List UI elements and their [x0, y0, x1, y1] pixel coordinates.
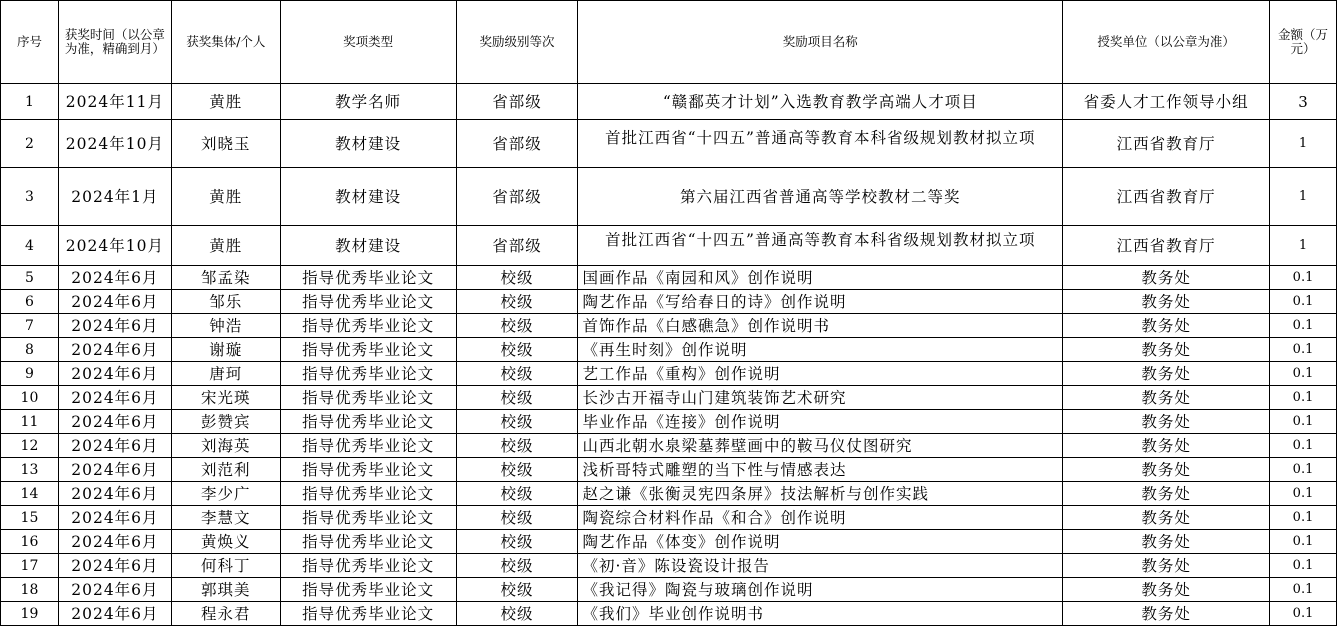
cell-seq: 11	[1, 410, 59, 434]
cell-level: 校级	[456, 434, 578, 458]
cell-winner: 李慧文	[171, 506, 280, 530]
cell-level: 校级	[456, 314, 578, 338]
cell-time: 2024年6月	[58, 314, 171, 338]
cell-time: 2024年6月	[58, 386, 171, 410]
table-row	[1, 338, 1337, 362]
cell-winner: 程永君	[171, 602, 280, 626]
cell-seq: 7	[1, 314, 59, 338]
cell-winner: 宋光瑛	[171, 386, 280, 410]
cell-type: 指导优秀毕业论文	[280, 290, 456, 314]
cell-unit: 教务处	[1063, 458, 1270, 482]
project-text: 首批江西省“十四五”普通高等教育本科省级规划教材拟立项	[605, 230, 1036, 249]
cell-amount: 1	[1270, 120, 1337, 168]
cell-seq: 6	[1, 290, 59, 314]
cell-winner: 钟浩	[171, 314, 280, 338]
cell-winner: 彭赞宾	[171, 410, 280, 434]
cell-winner: 刘海英	[171, 434, 280, 458]
cell-time: 2024年6月	[58, 602, 171, 626]
cell-time: 2024年10月	[58, 120, 171, 168]
cell-amount: 0.1	[1270, 578, 1337, 602]
cell-type: 教材建设	[280, 168, 456, 226]
cell-unit: 教务处	[1063, 530, 1270, 554]
cell-seq: 5	[1, 266, 59, 290]
cell-time: 2024年10月	[58, 226, 171, 266]
cell-amount: 0.1	[1270, 362, 1337, 386]
table-row	[1, 84, 1337, 120]
header-project: 奖励项目名称	[578, 1, 1063, 84]
cell-level: 校级	[456, 266, 578, 290]
cell-level: 省部级	[456, 120, 578, 168]
cell-unit: 教务处	[1063, 410, 1270, 434]
table-row	[1, 410, 1337, 434]
cell-project: 陶艺作品《体变》创作说明	[578, 530, 1063, 554]
cell-amount: 0.1	[1270, 314, 1337, 338]
cell-project: 《初·音》陈设瓷设计报告	[578, 554, 1063, 578]
cell-level: 校级	[456, 554, 578, 578]
cell-amount: 0.1	[1270, 434, 1337, 458]
cell-seq: 19	[1, 602, 59, 626]
table-row	[1, 386, 1337, 410]
cell-type: 指导优秀毕业论文	[280, 482, 456, 506]
table-row	[1, 362, 1337, 386]
cell-level: 校级	[456, 338, 578, 362]
cell-level: 校级	[456, 458, 578, 482]
cell-type: 指导优秀毕业论文	[280, 458, 456, 482]
cell-unit: 教务处	[1063, 602, 1270, 626]
cell-type: 指导优秀毕业论文	[280, 386, 456, 410]
cell-level: 省部级	[456, 84, 578, 120]
cell-level: 校级	[456, 410, 578, 434]
cell-level: 校级	[456, 506, 578, 530]
cell-seq: 4	[1, 226, 59, 266]
cell-amount: 0.1	[1270, 530, 1337, 554]
cell-project: 《我记得》陶瓷与玻璃创作说明	[578, 578, 1063, 602]
cell-type: 指导优秀毕业论文	[280, 578, 456, 602]
header-time: 获奖时间（以公章为准，精确到月）	[58, 1, 171, 84]
table-row	[1, 168, 1337, 226]
cell-type: 指导优秀毕业论文	[280, 602, 456, 626]
cell-amount: 3	[1270, 84, 1337, 120]
cell-amount: 0.1	[1270, 458, 1337, 482]
cell-type: 指导优秀毕业论文	[280, 338, 456, 362]
table-row	[1, 266, 1337, 290]
cell-seq: 12	[1, 434, 59, 458]
cell-level: 校级	[456, 602, 578, 626]
cell-type: 教材建设	[280, 120, 456, 168]
cell-project: 陶艺作品《写给春日的诗》创作说明	[578, 290, 1063, 314]
cell-unit: 教务处	[1063, 482, 1270, 506]
cell-unit: 省委人才工作领导小组	[1063, 84, 1270, 120]
cell-unit: 教务处	[1063, 290, 1270, 314]
cell-type: 教材建设	[280, 226, 456, 266]
cell-seq: 17	[1, 554, 59, 578]
cell-type: 指导优秀毕业论文	[280, 410, 456, 434]
cell-seq: 18	[1, 578, 59, 602]
table-row	[1, 530, 1337, 554]
cell-winner: 刘晓玉	[171, 120, 280, 168]
cell-amount: 0.1	[1270, 410, 1337, 434]
table-row	[1, 602, 1337, 626]
cell-winner: 刘范利	[171, 458, 280, 482]
cell-unit: 教务处	[1063, 314, 1270, 338]
cell-unit: 教务处	[1063, 386, 1270, 410]
table-row	[1, 290, 1337, 314]
header-row	[1, 1, 1337, 84]
cell-unit: 教务处	[1063, 554, 1270, 578]
cell-project: 第六届江西省普通高等学校教材二等奖	[578, 168, 1063, 226]
cell-amount: 0.1	[1270, 290, 1337, 314]
cell-project: 《再生时刻》创作说明	[578, 338, 1063, 362]
table-row	[1, 506, 1337, 530]
cell-project	[578, 226, 1063, 266]
cell-level: 校级	[456, 578, 578, 602]
cell-type: 指导优秀毕业论文	[280, 506, 456, 530]
cell-unit: 教务处	[1063, 266, 1270, 290]
cell-winner: 黄焕义	[171, 530, 280, 554]
cell-type: 指导优秀毕业论文	[280, 530, 456, 554]
cell-amount: 0.1	[1270, 338, 1337, 362]
header-amount: 金额（万元）	[1270, 1, 1337, 84]
cell-time: 2024年6月	[58, 554, 171, 578]
cell-time: 2024年6月	[58, 410, 171, 434]
cell-seq: 16	[1, 530, 59, 554]
table-row	[1, 458, 1337, 482]
header-type: 奖项类型	[280, 1, 456, 84]
table-row	[1, 226, 1337, 266]
cell-winner: 邹乐	[171, 290, 280, 314]
cell-unit: 教务处	[1063, 578, 1270, 602]
cell-unit: 教务处	[1063, 362, 1270, 386]
table-row	[1, 120, 1337, 168]
table-row	[1, 554, 1337, 578]
cell-time: 2024年1月	[58, 168, 171, 226]
cell-level: 校级	[456, 482, 578, 506]
project-text: 首批江西省“十四五”普通高等教育本科省级规划教材拟立项	[605, 128, 1036, 147]
cell-time: 2024年6月	[58, 578, 171, 602]
cell-project: 陶瓷综合材料作品《和合》创作说明	[578, 506, 1063, 530]
cell-level: 校级	[456, 290, 578, 314]
cell-seq: 8	[1, 338, 59, 362]
cell-unit: 江西省教育厅	[1063, 226, 1270, 266]
cell-type: 指导优秀毕业论文	[280, 554, 456, 578]
cell-seq: 10	[1, 386, 59, 410]
cell-project: 艺工作品《重构》创作说明	[578, 362, 1063, 386]
cell-time: 2024年6月	[58, 338, 171, 362]
cell-unit: 教务处	[1063, 338, 1270, 362]
table-body	[1, 84, 1337, 626]
cell-winner: 黄胜	[171, 168, 280, 226]
cell-amount: 1	[1270, 226, 1337, 266]
cell-seq: 2	[1, 120, 59, 168]
cell-project: “赣鄱英才计划”入选教育教学高端人才项目	[578, 84, 1063, 120]
cell-winner: 李少广	[171, 482, 280, 506]
cell-time: 2024年6月	[58, 290, 171, 314]
cell-amount: 1	[1270, 168, 1337, 226]
header-unit: 授奖单位（以公章为准）	[1063, 1, 1270, 84]
cell-winner: 黄胜	[171, 84, 280, 120]
cell-level: 省部级	[456, 168, 578, 226]
cell-project: 山西北朝水泉梁墓葬壁画中的鞍马仪仗图研究	[578, 434, 1063, 458]
cell-project: 浅析哥特式雕塑的当下性与情感表达	[578, 458, 1063, 482]
cell-winner: 谢璇	[171, 338, 280, 362]
cell-type: 指导优秀毕业论文	[280, 362, 456, 386]
cell-project	[578, 120, 1063, 168]
header-winner: 获奖集体/个人	[171, 1, 280, 84]
cell-winner: 邹孟染	[171, 266, 280, 290]
cell-winner: 郭琪美	[171, 578, 280, 602]
cell-amount: 0.1	[1270, 602, 1337, 626]
cell-unit: 江西省教育厅	[1063, 168, 1270, 226]
table-row	[1, 578, 1337, 602]
cell-time: 2024年6月	[58, 266, 171, 290]
cell-amount: 0.1	[1270, 506, 1337, 530]
cell-level: 校级	[456, 386, 578, 410]
cell-project: 国画作品《南园和风》创作说明	[578, 266, 1063, 290]
cell-project: 首饰作品《白感礁急》创作说明书	[578, 314, 1063, 338]
cell-amount: 0.1	[1270, 266, 1337, 290]
cell-unit: 教务处	[1063, 434, 1270, 458]
cell-seq: 3	[1, 168, 59, 226]
header-seq: 序号	[1, 1, 59, 84]
header-level: 奖励级别等次	[456, 1, 578, 84]
cell-unit: 教务处	[1063, 506, 1270, 530]
cell-project: 《我们》毕业创作说明书	[578, 602, 1063, 626]
cell-time: 2024年6月	[58, 506, 171, 530]
table-row	[1, 434, 1337, 458]
cell-project: 长沙古开福寺山门建筑装饰艺术研究	[578, 386, 1063, 410]
cell-seq: 14	[1, 482, 59, 506]
cell-level: 校级	[456, 362, 578, 386]
cell-time: 2024年6月	[58, 458, 171, 482]
cell-type: 指导优秀毕业论文	[280, 266, 456, 290]
cell-unit: 江西省教育厅	[1063, 120, 1270, 168]
cell-seq: 15	[1, 506, 59, 530]
cell-seq: 9	[1, 362, 59, 386]
cell-time: 2024年11月	[58, 84, 171, 120]
table-row	[1, 482, 1337, 506]
cell-type: 教学名师	[280, 84, 456, 120]
cell-level: 省部级	[456, 226, 578, 266]
cell-amount: 0.1	[1270, 554, 1337, 578]
cell-type: 指导优秀毕业论文	[280, 314, 456, 338]
cell-seq: 1	[1, 84, 59, 120]
cell-time: 2024年6月	[58, 362, 171, 386]
cell-type: 指导优秀毕业论文	[280, 434, 456, 458]
cell-amount: 0.1	[1270, 386, 1337, 410]
cell-winner: 黄胜	[171, 226, 280, 266]
cell-seq: 13	[1, 458, 59, 482]
cell-winner: 唐珂	[171, 362, 280, 386]
cell-project: 赵之谦《张衡灵宪四条屏》技法解析与创作实践	[578, 482, 1063, 506]
cell-time: 2024年6月	[58, 530, 171, 554]
cell-level: 校级	[456, 530, 578, 554]
cell-winner: 何科丁	[171, 554, 280, 578]
table-row	[1, 314, 1337, 338]
cell-time: 2024年6月	[58, 482, 171, 506]
cell-time: 2024年6月	[58, 434, 171, 458]
cell-amount: 0.1	[1270, 482, 1337, 506]
cell-project: 毕业作品《连接》创作说明	[578, 410, 1063, 434]
